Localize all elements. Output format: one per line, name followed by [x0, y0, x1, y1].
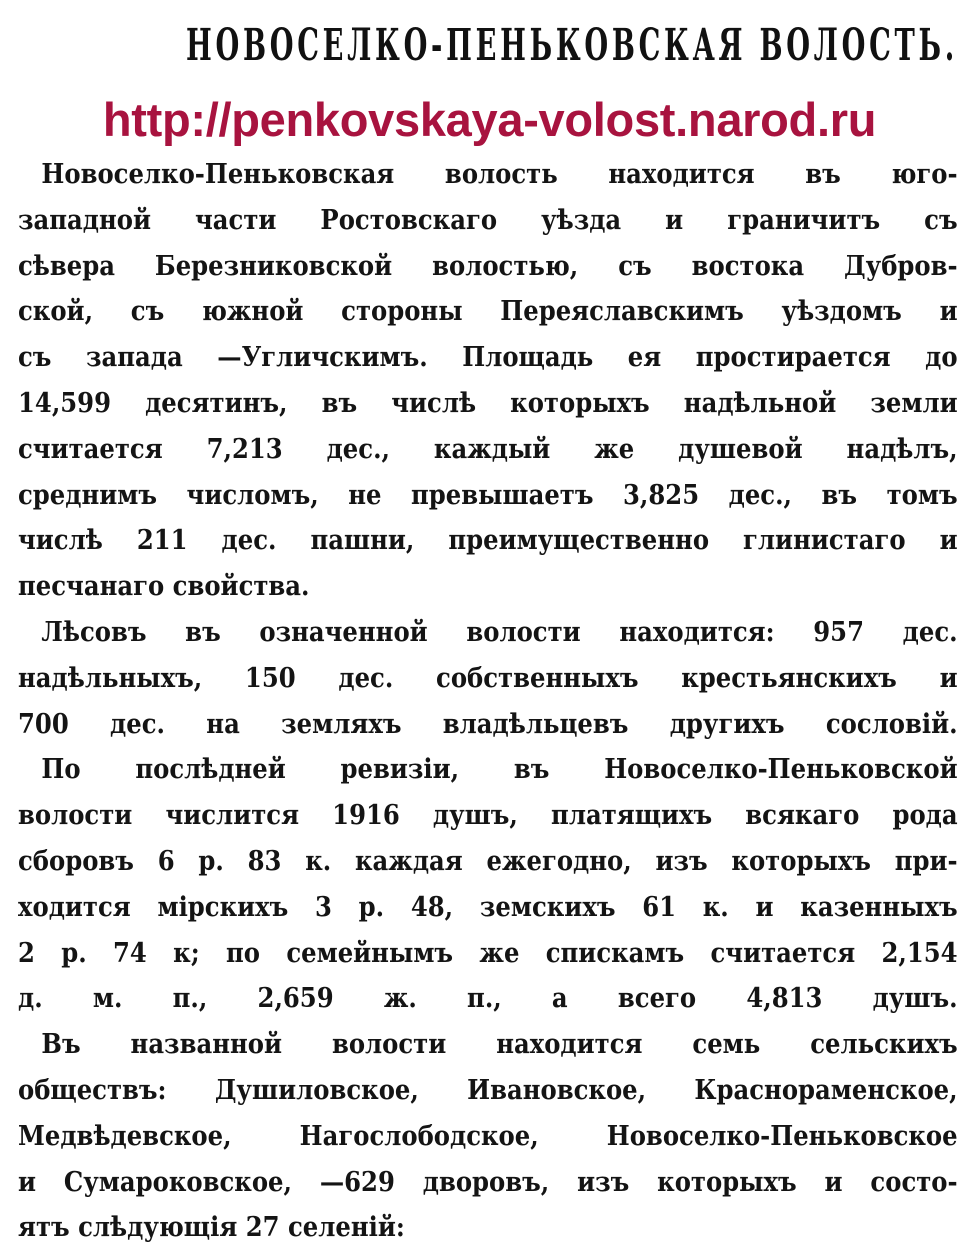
text-line: ходится мірскихъ 3 р. 48, земскихъ 61 к. и казенныхъ — [18, 891, 958, 923]
text-line: Лѣсовъ въ означенной волости находится: 957 дес. — [41, 616, 958, 648]
text-line: Новоселко-Пеньковская волость находится въ юго- — [41, 159, 958, 190]
text-line: Медвѣдевское, Нагослободское, Новоселко-Пеньковское — [18, 1120, 958, 1152]
text-line: 700 дес. на земляхъ владѣльцевъ другихъ сословій. — [18, 708, 958, 740]
text-line: Въ названной волости находится семь сельскихъ — [41, 1029, 958, 1061]
text-line: ятъ слѣдующія 27 селеній: — [18, 1212, 405, 1244]
text-line: западной части Ростовскаго уѣзда и граничитъ съ — [18, 204, 958, 236]
text-line: сѣвера Березниковской волостью, съ востока Дубров- — [18, 250, 958, 282]
text-line: съ запада —Угличскимъ. Площадь ея простирается до — [18, 342, 958, 374]
text-line: д. м. п., 2,659 ж. п., а всего 4,813 душъ. — [18, 983, 958, 1015]
text-line: сборовъ 6 р. 83 к. каждая ежегодно, изъ которыхъ при- — [18, 845, 958, 877]
text-line: считается 7,213 дес., каждый же душевой надѣлъ, — [18, 433, 958, 465]
text-line: 14,599 десятинъ, въ числѣ которыхъ надѣльной земли — [18, 387, 958, 419]
text-line: числѣ 211 дес. пашни, преимущественно глинистаго и — [18, 525, 958, 557]
text-line: надѣльныхъ, 150 дес. собственныхъ крестьянскихъ и — [18, 662, 958, 694]
document-heading: НОВОСЕЛКО-ПЕНЬКОВСКАЯ ВОЛОСТЬ. — [186, 20, 959, 71]
text-line: По послѣдней ревизіи, въ Новоселко-Пеньковской — [41, 754, 958, 786]
text-line: ской, съ южной стороны Переяславскимъ уѣздомъ и — [18, 296, 958, 328]
text-line: песчанаго свойства. — [18, 571, 310, 603]
text-line: 2 р. 74 к; по семейнымъ же спискамъ считается 2,154 — [18, 937, 958, 969]
text-line: волости числится 1916 душъ, платящихъ всякаго рода — [18, 800, 958, 832]
watermark-url: http://penkovskaya-volost.narod.ru — [102, 93, 877, 146]
text-line: среднимъ числомъ, не превышаетъ 3,825 дес., въ томъ — [18, 479, 958, 511]
document-body — [18, 152, 958, 1251]
text-line: обществъ: Душиловское, Ивановское, Краснораменское, — [18, 1074, 958, 1106]
text-line: и Сумароковское, —629 дворовъ, изъ которыхъ и состо- — [18, 1166, 958, 1198]
